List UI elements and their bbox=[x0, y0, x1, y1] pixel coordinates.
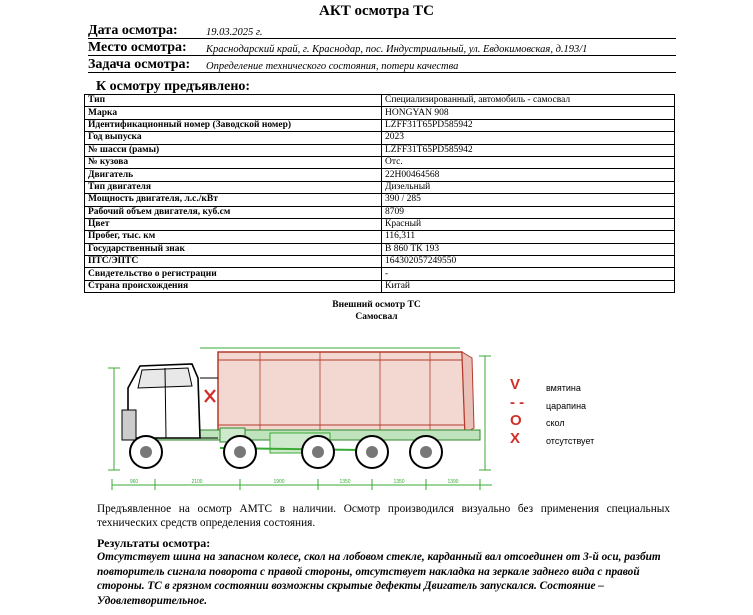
spec-key: Год выпуска bbox=[85, 132, 382, 144]
missing-icon: X bbox=[510, 430, 521, 447]
truck-cab bbox=[122, 364, 218, 440]
spec-row bbox=[85, 144, 675, 156]
legend-missing-label: отсутствует bbox=[546, 436, 595, 446]
damage-mark-missing-icon bbox=[205, 390, 215, 402]
section-title: К осмотру предъявлено: bbox=[96, 79, 251, 94]
spec-value: 116,311 bbox=[382, 231, 675, 243]
spec-value: 390 / 285 bbox=[382, 194, 675, 206]
spec-value: 2023 bbox=[382, 132, 675, 144]
dim-label: 1350 bbox=[393, 479, 405, 485]
inspection-date-value: 19.03.2025 г. bbox=[206, 27, 263, 38]
results-title: Результаты осмотра: bbox=[97, 536, 211, 550]
spec-value: Китай bbox=[382, 280, 675, 292]
inspection-note: Предъявленное на осмотр АМТС в наличии. Осмотр производился визуально без применения специальных технических средств определения состояния. bbox=[97, 503, 670, 529]
spec-row bbox=[85, 156, 675, 168]
spec-key: Цвет bbox=[85, 218, 382, 230]
spec-row bbox=[85, 231, 675, 243]
spec-row bbox=[85, 107, 675, 119]
spec-key: № кузова bbox=[85, 156, 382, 168]
spec-row bbox=[85, 206, 675, 218]
inspection-task-value: Определение технического состояния, потери качества bbox=[206, 61, 459, 72]
results-text: Отсутствует шина на запасном колесе, скол на лобовом стекле, карданный вал отсоединен от 3-й оси, разбит повторитель сигнала поворота с правой стороны, отсутствует накладка на зеркале заднего вида с правой стороны. ТС в грязном состоянии возможны скрытые дефекты Двигатель запускался. Состояние – Удовлетворительное. bbox=[97, 551, 661, 607]
spec-value: LZFF31T65PD585942 bbox=[382, 119, 675, 131]
spec-key: Мощность двигателя, л.с./кВт bbox=[85, 194, 382, 206]
scratch-icon: - - bbox=[510, 394, 525, 411]
inspection-place-label: Место осмотра: bbox=[88, 40, 187, 55]
legend-chip-label: скол bbox=[546, 418, 565, 428]
spec-value: Дизельный bbox=[382, 181, 675, 193]
diagram-caption: Внешний осмотр ТС bbox=[332, 300, 421, 310]
spec-row bbox=[85, 132, 675, 144]
header-underline bbox=[88, 55, 676, 56]
spec-key: Государственный знак bbox=[85, 243, 382, 255]
document-title: АКТ осмотра ТС bbox=[319, 3, 434, 19]
spec-value: 8709 bbox=[382, 206, 675, 218]
spec-row bbox=[85, 95, 675, 107]
spec-row bbox=[85, 169, 675, 181]
dim-label: 1390 bbox=[447, 479, 459, 485]
spec-key: Идентификационный номер (Заводской номер) bbox=[85, 119, 382, 131]
dim-label: 1900 bbox=[273, 479, 285, 485]
inspection-place-value: Краснодарский край, г. Краснодар, пос. Индустриальный, ул. Евдокимовская, д.193/1 bbox=[206, 44, 588, 55]
diagram-subcaption: Самосвал bbox=[355, 312, 398, 322]
spec-row bbox=[85, 280, 675, 292]
spec-row bbox=[85, 181, 675, 193]
spec-key: ПТС/ЭПТС bbox=[85, 256, 382, 268]
spec-row bbox=[85, 218, 675, 230]
spec-value: HONGYAN 908 bbox=[382, 107, 675, 119]
inspection-date-label: Дата осмотра: bbox=[88, 23, 178, 38]
spec-row bbox=[85, 243, 675, 255]
header-underline bbox=[88, 38, 676, 39]
spec-value: Специализированный, автомобиль - самосвал bbox=[382, 95, 675, 107]
spec-value: Отс. bbox=[382, 156, 675, 168]
spec-key: Пробег, тыс. км bbox=[85, 231, 382, 243]
spec-key: № шасси (рамы) bbox=[85, 144, 382, 156]
spec-value: - bbox=[382, 268, 675, 280]
spec-value: 22H00464568 bbox=[382, 169, 675, 181]
spec-key: Страна происхождения bbox=[85, 280, 382, 292]
spec-key: Свидетельство о регистрации bbox=[85, 268, 382, 280]
truck-diagram bbox=[100, 338, 500, 496]
dent-icon: V bbox=[510, 376, 521, 393]
chip-icon: O bbox=[510, 412, 522, 429]
inspection-task-label: Задача осмотра: bbox=[88, 57, 191, 72]
spec-key: Двигатель bbox=[85, 169, 382, 181]
spec-value: В 860 ТК 193 bbox=[382, 243, 675, 255]
spec-row bbox=[85, 119, 675, 131]
vehicle-spec-table bbox=[84, 94, 675, 293]
spec-row bbox=[85, 194, 675, 206]
spec-value: LZFF31T65PD585942 bbox=[382, 144, 675, 156]
dump-body bbox=[218, 352, 474, 433]
dim-label: 1350 bbox=[339, 479, 351, 485]
spec-value: Красный bbox=[382, 218, 675, 230]
spec-key: Тип bbox=[85, 95, 382, 107]
dim-label: 960 bbox=[129, 479, 139, 485]
legend-scratch-label: царапина bbox=[546, 401, 587, 411]
spec-row bbox=[85, 256, 675, 268]
header-underline bbox=[88, 72, 676, 73]
legend-dent-label: вмятина bbox=[546, 383, 581, 393]
spec-key: Рабочий объем двигателя, куб.см bbox=[85, 206, 382, 218]
spec-row bbox=[85, 268, 675, 280]
dim-label: 2100 bbox=[191, 479, 203, 485]
spec-key: Марка bbox=[85, 107, 382, 119]
spec-key: Тип двигателя bbox=[85, 181, 382, 193]
spec-value: 164302057249550 bbox=[382, 256, 675, 268]
